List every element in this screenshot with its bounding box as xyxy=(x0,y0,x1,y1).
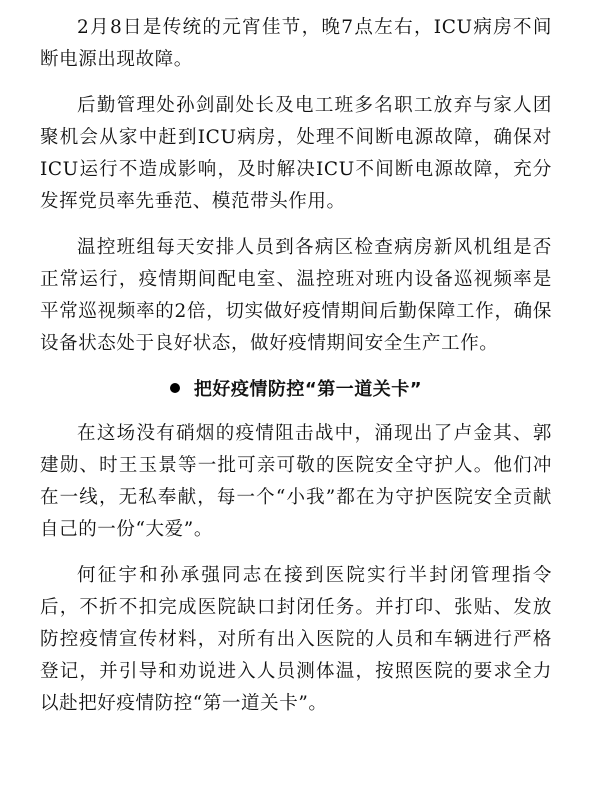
paragraph-temperature-control: 温控班组每天安排人员到各病区检查病房新风机组是否正常运行，疫情期间配电室、温控班对班内设备巡视频率是平常巡视频率的2倍，切实做好疫情期间后勤保障工作，确保设备状态处于良好状态，做好疫情期间安全生产工作。 xyxy=(40,237,552,354)
paragraph-logistics-repair: 后勤管理处孙剑副处长及电工班多名职工放弃与家人团聚机会从家中赶到ICU病房，处理不间断电源故障，确保对ICU运行不造成影响，及时解决ICU不间断电源故障，充分发挥党员率先垂范、模范带头作用。 xyxy=(40,95,552,212)
paragraph-closure-management: 何征宇和孙承强同志在接到医院实行半封闭管理指令后，不折不扣完成医院缺口封闭任务。并打印、张贴、发放防控疫情宣传材料，对所有出入医院的人员和车辆进行严格登记，并引导和劝说进入人员测体温，按照医院的要求全力以赴把好疫情防控“第一道关卡”。 xyxy=(40,565,552,714)
section-heading-text: 把好疫情防控“第一道关卡” xyxy=(193,379,423,400)
section-heading xyxy=(40,374,552,406)
paragraph-safety-guardians: 在这场没有硝烟的疫情阻击战中，涌现出了卢金其、郭建勋、时王玉景等一批可亲可敬的医院安全守护人。他们冲在一线，无私奉献，每一个“小我”都在为守护医院安全贡献自己的一份“大爱”。 xyxy=(40,423,552,540)
paragraph-lantern-festival-outage: 2月8日是传统的元宵佳节，晚7点左右，ICU病房不间断电源出现故障。 xyxy=(40,17,552,70)
document-page xyxy=(40,12,552,734)
bullet-icon xyxy=(170,383,180,393)
